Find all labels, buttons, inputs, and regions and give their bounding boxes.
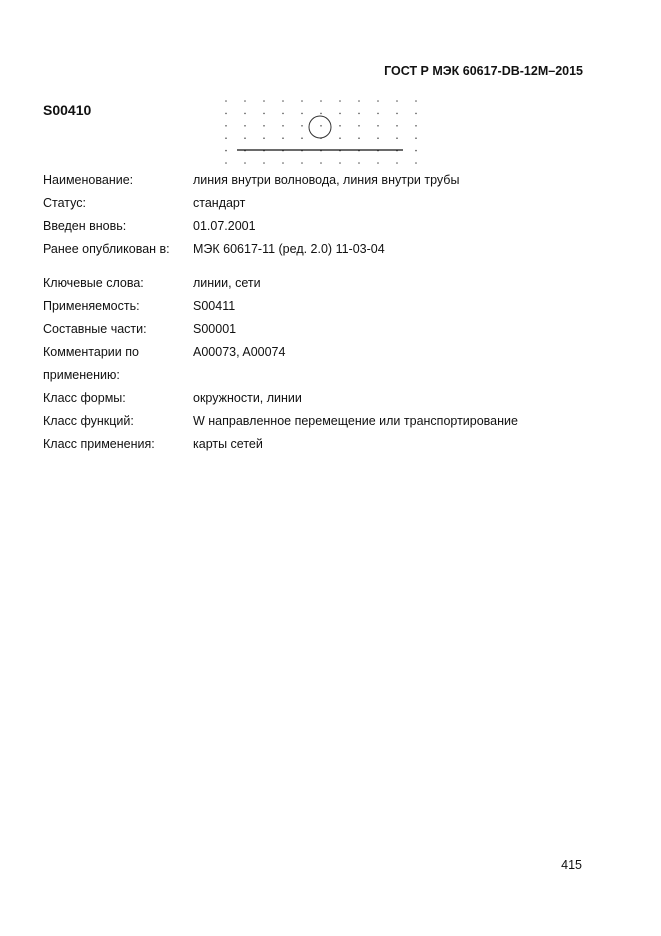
grid-dot bbox=[282, 137, 284, 139]
field-value: стандарт bbox=[193, 196, 246, 210]
grid-dot bbox=[225, 100, 227, 102]
field-row bbox=[43, 391, 603, 411]
field-row bbox=[43, 276, 603, 296]
field-value: линия внутри волновода, линия внутри трубы bbox=[193, 173, 460, 187]
field-value: 01.07.2001 bbox=[193, 219, 256, 233]
grid-dot bbox=[301, 113, 303, 115]
symbol-code: S00410 bbox=[43, 102, 92, 118]
field-row bbox=[43, 173, 603, 193]
page-number: 415 bbox=[561, 858, 582, 872]
grid-dot bbox=[415, 137, 417, 139]
grid-dot bbox=[263, 162, 265, 164]
symbol-drawing bbox=[215, 92, 425, 172]
field-value: S00001 bbox=[193, 322, 237, 336]
grid-dot bbox=[396, 113, 398, 115]
field-label: Класс применения: bbox=[43, 437, 155, 451]
field-value: A00073, A00074 bbox=[193, 345, 286, 359]
grid-dot bbox=[358, 113, 360, 115]
grid-dot bbox=[320, 100, 322, 102]
grid-dot bbox=[377, 125, 379, 127]
field-label: Класс функций: bbox=[43, 414, 134, 428]
field-row bbox=[43, 322, 603, 342]
standard-header: ГОСТ Р МЭК 60617-DB-12M–2015 bbox=[384, 64, 583, 78]
field-label: Комментарии по bbox=[43, 345, 139, 359]
field-value: окружности, линии bbox=[193, 391, 302, 405]
grid-dot bbox=[377, 100, 379, 102]
grid-dot bbox=[282, 125, 284, 127]
grid-dot bbox=[396, 162, 398, 164]
grid-dot bbox=[320, 113, 322, 115]
grid-dot bbox=[339, 162, 341, 164]
grid-dot bbox=[244, 100, 246, 102]
grid-dot bbox=[358, 162, 360, 164]
grid-dot bbox=[377, 162, 379, 164]
field-row bbox=[43, 196, 603, 216]
grid-dot bbox=[339, 137, 341, 139]
field-value: карты сетей bbox=[193, 437, 263, 451]
field-label: Ключевые слова: bbox=[43, 276, 144, 290]
grid-dot bbox=[396, 100, 398, 102]
grid-dot bbox=[339, 100, 341, 102]
grid-dot bbox=[301, 100, 303, 102]
grid-dot bbox=[339, 113, 341, 115]
grid-dot bbox=[225, 150, 227, 152]
grid-dot bbox=[339, 125, 341, 127]
grid-dot bbox=[225, 137, 227, 139]
field-row bbox=[43, 242, 603, 262]
grid-dot bbox=[225, 162, 227, 164]
grid-dot bbox=[244, 137, 246, 139]
grid-dot bbox=[225, 113, 227, 115]
field-label: Применяемость: bbox=[43, 299, 140, 313]
grid-dot bbox=[396, 137, 398, 139]
field-label: Наименование: bbox=[43, 173, 134, 187]
grid-dot bbox=[282, 100, 284, 102]
grid-dot bbox=[244, 113, 246, 115]
grid-dot bbox=[358, 125, 360, 127]
grid-dot bbox=[282, 162, 284, 164]
field-label: Ранее опубликован в: bbox=[43, 242, 170, 256]
field-label: Составные части: bbox=[43, 322, 147, 336]
field-value: S00411 bbox=[193, 299, 236, 313]
grid-dot bbox=[358, 137, 360, 139]
grid-dot bbox=[377, 137, 379, 139]
field-label: применению: bbox=[43, 368, 120, 382]
field-value: МЭК 60617-11 (ред. 2.0) 11-03-04 bbox=[193, 242, 385, 256]
grid-dot bbox=[415, 125, 417, 127]
field-label: Статус: bbox=[43, 196, 86, 210]
grid-dot bbox=[358, 100, 360, 102]
grid-dot bbox=[263, 100, 265, 102]
field-row bbox=[43, 345, 603, 365]
grid-dot bbox=[415, 162, 417, 164]
field-label: Введен вновь: bbox=[43, 219, 127, 233]
grid-dot bbox=[301, 162, 303, 164]
grid-dot bbox=[301, 137, 303, 139]
grid-dot bbox=[415, 100, 417, 102]
grid-dot bbox=[320, 125, 322, 127]
grid-dot bbox=[263, 137, 265, 139]
field-row bbox=[43, 219, 603, 239]
grid-dot bbox=[377, 113, 379, 115]
field-value: линии, сети bbox=[193, 276, 261, 290]
field-label: Класс формы: bbox=[43, 391, 126, 405]
field-row bbox=[43, 368, 603, 388]
grid-dot bbox=[320, 162, 322, 164]
grid-dot bbox=[263, 125, 265, 127]
field-value: W направленное перемещение или транспортирование bbox=[193, 414, 518, 428]
field-row bbox=[43, 299, 603, 319]
grid-dot bbox=[396, 125, 398, 127]
grid-dot bbox=[301, 125, 303, 127]
grid-dot bbox=[282, 113, 284, 115]
grid-dot bbox=[415, 113, 417, 115]
grid-dot bbox=[244, 162, 246, 164]
grid-dot bbox=[415, 150, 417, 152]
field-row bbox=[43, 414, 603, 434]
grid-dot bbox=[263, 113, 265, 115]
field-row bbox=[43, 437, 603, 457]
grid-dot bbox=[244, 125, 246, 127]
circle-shape bbox=[309, 116, 331, 138]
grid-dot bbox=[225, 125, 227, 127]
